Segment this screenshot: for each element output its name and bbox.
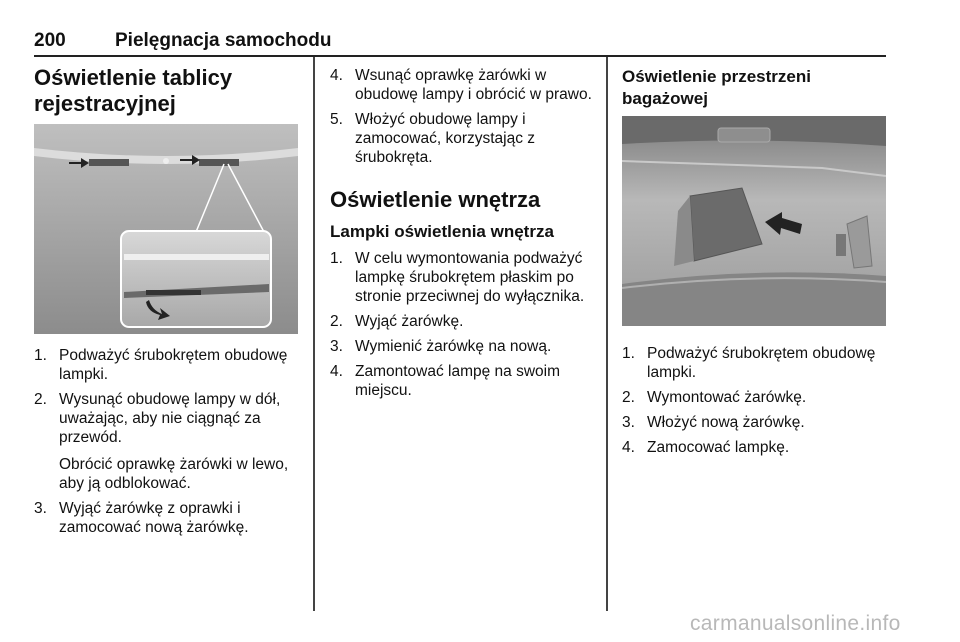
step-number: 4. (330, 67, 343, 84)
step-text: Zamocować lampkę. (647, 439, 790, 456)
list-item (330, 337, 595, 356)
step-text: Wsunąć oprawkę żarówki w obudowę lampy i obrócić w prawo. (355, 67, 592, 103)
step-text: Podważyć śrubokrętem obudowę lampki. (647, 345, 876, 381)
interior-lamps-subheading: Lampki oświetlenia wnętrza (330, 222, 554, 241)
page-number: 200 (34, 30, 66, 51)
interior-light-heading: Oświetlenie wnętrza (330, 187, 541, 212)
left-column (34, 65, 274, 117)
step-text: Wyjąć żarówkę. (355, 313, 464, 330)
list-item (34, 499, 302, 537)
step-note: Obrócić oprawkę żarówki w lewo, aby ją odblokować. (59, 456, 289, 492)
step-number: 4. (622, 439, 635, 456)
step-number: 2. (34, 391, 47, 408)
watermark: carmanualsonline.info (690, 612, 901, 635)
step-number: 2. (330, 313, 343, 330)
luggage-compartment-light-illustration-icon (622, 116, 886, 326)
list-item (622, 438, 890, 457)
step-number: 1. (622, 345, 635, 362)
step-text: Wymienić żarówkę na nową. (355, 338, 552, 355)
list-item (622, 388, 890, 407)
step-text: W celu wymontowania podważyć lampkę śrubokrętem płaskim po stronie przeciwnej do wyłącznika. (355, 250, 585, 305)
step-text: Wyjąć żarówkę z oprawki i zamocować nową żarówkę. (59, 500, 249, 536)
step-text: Zamontować lampę na swoim miejscu. (355, 363, 561, 399)
step-text: Włożyć nową żarówkę. (647, 414, 805, 431)
list-item (330, 249, 595, 306)
step-number: 3. (330, 338, 343, 355)
list-item (34, 346, 302, 384)
step-text: Włożyć obudowę lampy i zamocować, korzystając z śrubokręta. (355, 111, 536, 166)
list-item (622, 344, 890, 382)
step-number: 4. (330, 363, 343, 380)
license-plate-light-illustration-icon (34, 124, 298, 334)
list-item (330, 312, 595, 331)
page-title: Pielęgnacja samochodu (115, 30, 332, 51)
list-item (34, 390, 302, 493)
step-number: 1. (330, 250, 343, 267)
step-text: Podważyć śrubokrętem obudowę lampki. (59, 347, 288, 383)
license-plate-light-figure (34, 124, 298, 334)
list-item (622, 413, 890, 432)
step-text: Wysunąć obudowę lampy w dół, uważając, aby nie ciągnąć za przewód. (59, 391, 281, 446)
luggage-light-steps (622, 344, 890, 463)
step-number: 3. (34, 500, 47, 517)
step-number: 3. (622, 414, 635, 431)
right-column (622, 66, 887, 110)
header-rule (34, 55, 886, 57)
step-number: 5. (330, 111, 343, 128)
list-item (330, 66, 595, 104)
column-divider-right (606, 57, 608, 611)
license-plate-steps (34, 346, 302, 543)
luggage-light-heading: Oświetlenie przestrzeni bagażowej (622, 67, 811, 108)
step-number: 1. (34, 347, 47, 364)
list-item (330, 362, 595, 400)
license-plate-light-heading: Oświetlenie tablicy rejestracyjnej (34, 65, 233, 116)
middle-column (330, 66, 595, 406)
step-number: 2. (622, 389, 635, 406)
step-text: Wymontować żarówkę. (647, 389, 807, 406)
column-divider-left (313, 57, 315, 611)
luggage-light-figure (622, 116, 886, 326)
list-item (330, 110, 595, 167)
